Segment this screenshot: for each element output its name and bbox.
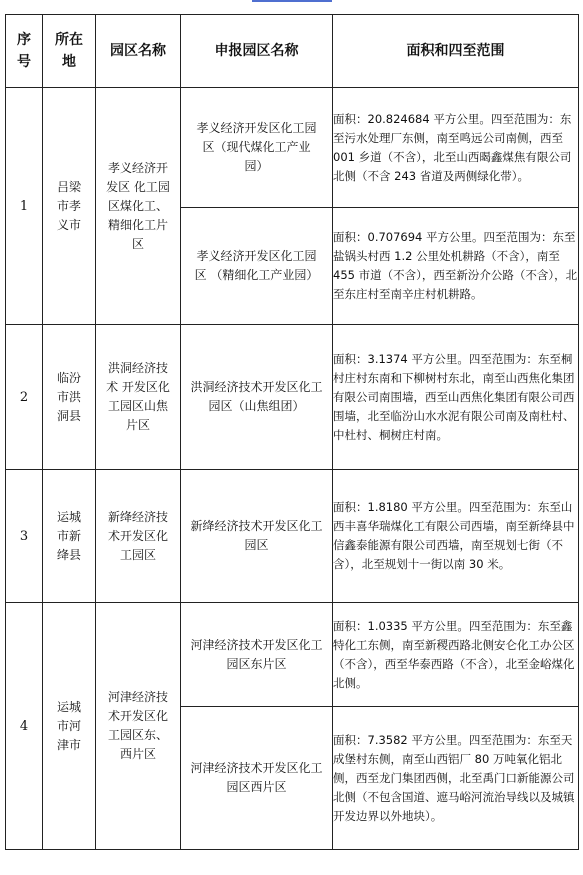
area-scope-cell: 面积：7.3582 平方公里。四至范围为：东至天成堡村东侧，南至山西铝厂 80 万吨氧化铝北侧，西至龙门集团西侧，北至禹门口新能源公司北侧（不包含国道、遮马峪河流治导线以及城镇开发边界以外地块）。 <box>333 707 579 850</box>
park-table <box>5 14 579 850</box>
area-scope-cell: 面积：1.8180 平方公里。四至范围为：东至山西丰喜华瑞煤化工有限公司西墙，南至新绛县中信鑫泰能源有限公司西墙，南至规划七街（不含），北至规划十一街以南 30 米。 <box>333 470 579 603</box>
table-row <box>6 603 579 707</box>
header-location: 所在地 <box>43 15 96 88</box>
apply-name-cell: 孝义经济开发区化工园区 （精细化工产业园） <box>181 208 333 325</box>
header-apply-name: 申报园区名称 <box>181 15 333 88</box>
location-cell: 运城市新绛县 <box>43 470 96 603</box>
header-park-name: 园区名称 <box>96 15 181 88</box>
park-name-cell: 河津经济技术开发区化工园区东、西片区 <box>96 603 181 850</box>
header-seq: 序号 <box>6 15 43 88</box>
location-cell: 吕梁市孝义市 <box>43 88 96 325</box>
seq-cell: 4 <box>6 603 43 850</box>
apply-name-cell: 新绛经济技术开发区化工园区 <box>181 470 333 603</box>
table-row <box>6 470 579 603</box>
seq-cell: 2 <box>6 325 43 470</box>
location-cell: 运城市河津市 <box>43 603 96 850</box>
top-decor-line <box>252 0 332 2</box>
table-row <box>6 88 579 208</box>
apply-name-cell: 河津经济技术开发区化工园区东片区 <box>181 603 333 707</box>
park-name-cell: 洪洞经济技术 开发区化工园区山焦片区 <box>96 325 181 470</box>
area-scope-cell: 面积：0.707694 平方公里。四至范围为：东至盐锅头村西 1.2 公里处机耕路（不含），南至 455 市道（不含），西至新汾介公路（不含），北至东庄村至南辛庄村机耕路。 <box>333 208 579 325</box>
area-scope-cell: 面积：3.1374 平方公里。四至范围为：东至桐村庄村东南和下柳树村东北，南至山西焦化集团有限公司南围墙，西至山西焦化集团有限公司西围墙，北至临汾山水水泥有限公司南及南杜村、中杜村、桐树庄村南。 <box>333 325 579 470</box>
park-name-cell: 新绛经济技术开发区化工园区 <box>96 470 181 603</box>
area-scope-cell: 面积：1.0335 平方公里。四至范围为：东至鑫特化工东侧，南至新稷西路北侧安仑化工办公区（不含），西至华泰西路（不含），北至金峪煤化北侧。 <box>333 603 579 707</box>
header-area-scope: 面积和四至范围 <box>333 15 579 88</box>
apply-name-cell: 河津经济技术开发区化工园区西片区 <box>181 707 333 850</box>
seq-cell: 3 <box>6 470 43 603</box>
location-cell: 临汾市洪洞县 <box>43 325 96 470</box>
table-row <box>6 325 579 470</box>
park-name-cell: 孝义经济开发区 化工园区煤化工、精细化工片区 <box>96 88 181 325</box>
apply-name-cell: 孝义经济开发区化工园区（现代煤化工产业园） <box>181 88 333 208</box>
seq-cell: 1 <box>6 88 43 325</box>
apply-name-cell: 洪洞经济技术开发区化工园区（山焦组团） <box>181 325 333 470</box>
area-scope-cell: 面积：20.824684 平方公里。四至范围为：东至污水处理厂东侧，南至鸣远公司南侧，西至 001 乡道（不含），北至山西暍鑫煤焦有限公司北侧（不含 243 省道及两侧绿化带）。 <box>333 88 579 208</box>
table-header-row <box>6 15 579 88</box>
